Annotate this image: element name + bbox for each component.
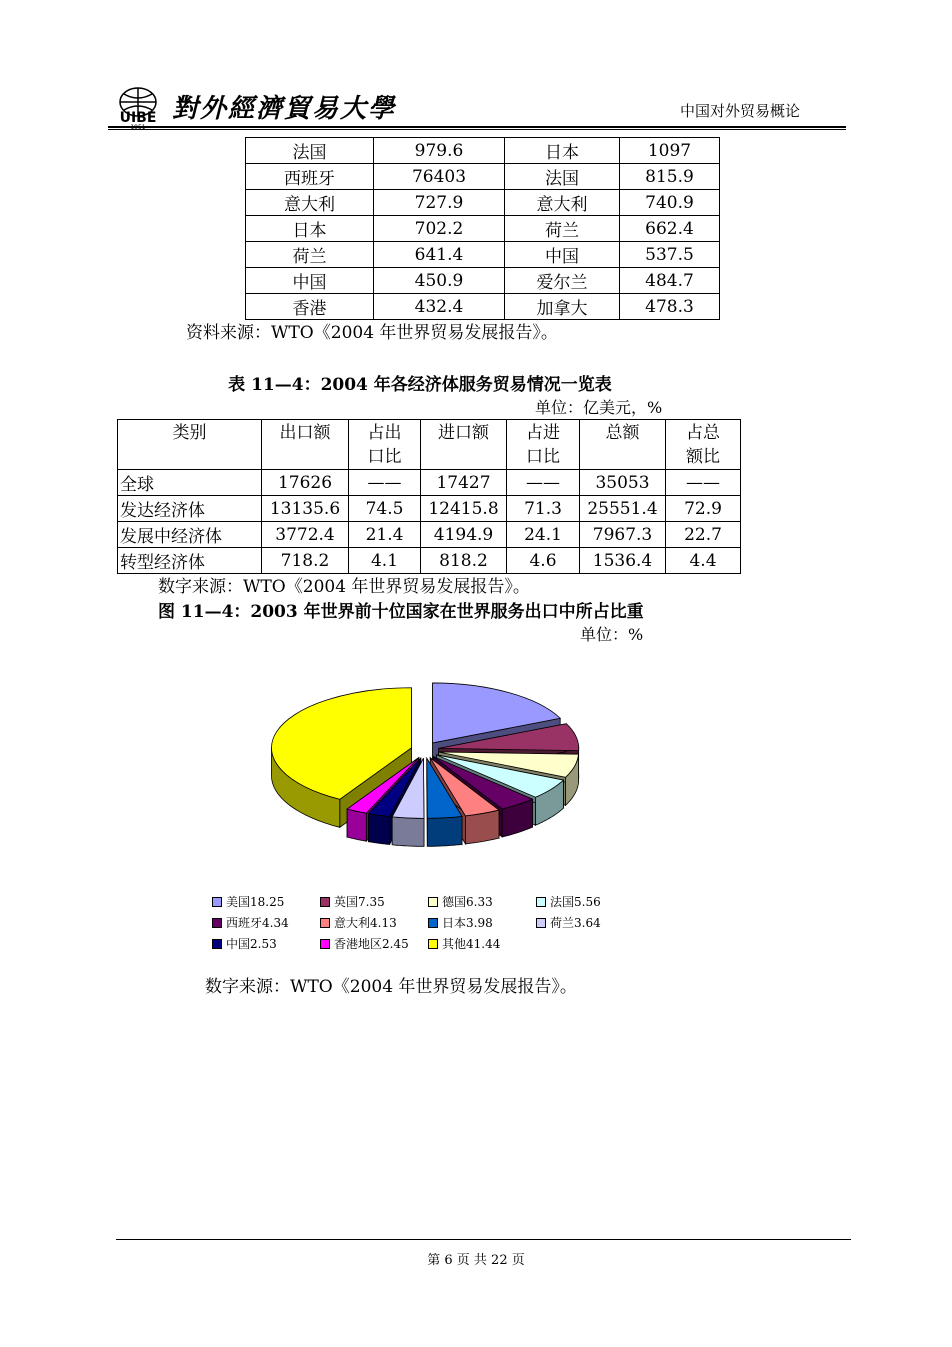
table-cell: 727.9 [374,190,505,216]
table-cell: 法国 [246,138,374,164]
pie-chart [240,660,610,875]
column-header-line: 额比 [686,447,720,467]
table-cell: 72.9 [666,496,741,522]
legend-swatch [428,918,438,928]
legend-swatch [428,939,438,949]
table-cell: 荷兰 [246,242,374,268]
column-header-line: 口比 [367,447,402,467]
legend-label: 德国6.33 [442,895,493,909]
header-rule [108,126,846,128]
row-label: 转型经济体 [118,548,262,574]
legend-item [212,935,277,952]
legend-label: 英国7.35 [334,895,385,909]
table-cell: 3772.4 [262,522,349,548]
pie-slice-side [347,809,366,841]
legend-item [212,914,289,931]
pie-slice-side [368,814,389,845]
table-cell: 25551.4 [580,496,666,522]
column-header [507,420,580,470]
table-cell: 74.5 [349,496,421,522]
legend-label: 荷兰3.64 [550,916,601,930]
table-cell: 71.3 [507,496,580,522]
table-cell: 意大利 [505,190,620,216]
legend-label: 法国5.56 [550,895,601,909]
legend-swatch [428,897,438,907]
logo-text: UIBE [119,110,157,126]
column-header-line: 类别 [172,423,207,443]
table-cell: 979.6 [374,138,505,164]
legend-item [320,914,397,931]
legend-label: 美国18.25 [226,895,285,909]
table-row [246,216,720,242]
legend-swatch [212,939,222,949]
source-note-2: 数字来源：WTO《2004 年世界贸易发展报告》。 [158,577,530,597]
table-row [246,138,720,164]
legend-label: 中国2.53 [226,937,277,951]
table-cell: 818.2 [421,548,507,574]
table-cell: 1097 [620,138,720,164]
table-cell: —— [507,470,580,496]
legend-item [212,893,284,910]
row-label: 全球 [118,470,262,496]
pie-slice-side [392,817,424,847]
course-title: 中国对外贸易概论 [680,102,801,120]
column-header [421,420,507,470]
footer-rule [116,1239,851,1240]
column-header-line: 占出 [367,423,402,443]
table-cell: 478.3 [620,294,720,320]
table-cell: 西班牙 [246,164,374,190]
source-note-3: 数字来源：WTO《2004 年世界贸易发展报告》。 [205,977,577,997]
column-header [580,420,666,470]
legend-swatch [320,897,330,907]
table-cell: 中国 [505,242,620,268]
legend-swatch [320,918,330,928]
legend-label: 香港地区2.45 [334,937,409,951]
table-cell: 22.7 [666,522,741,548]
table-cell: 537.5 [620,242,720,268]
column-header-line: 出口额 [279,423,331,443]
legend-swatch [212,918,222,928]
table-cell: 荷兰 [505,216,620,242]
table-cell: 4194.9 [421,522,507,548]
row-label: 发展中经济体 [118,522,262,548]
legend-item [536,893,601,910]
column-header [666,420,741,470]
table-row [246,268,720,294]
table-cell: 17626 [262,470,349,496]
table-cell: 1536.4 [580,548,666,574]
page-number: 第 6 页 共 22 页 [427,1253,525,1268]
column-header [262,420,349,470]
table-cell: 17427 [421,470,507,496]
table-cell: 意大利 [246,190,374,216]
legend-label: 日本3.98 [442,916,493,930]
table-cell: 450.9 [374,268,505,294]
legend-label: 西班牙4.34 [226,916,289,930]
header-rule-thin [108,129,846,130]
column-header-line: 总额 [605,423,640,443]
row-label: 发达经济体 [118,496,262,522]
table-row [118,470,741,496]
table-cell: 76403 [374,164,505,190]
table-cell: 日本 [505,138,620,164]
table-cell: —— [666,470,741,496]
university-logo [108,82,168,130]
legend-swatch [212,897,222,907]
table-cell: 香港 [246,294,374,320]
table-cell: 日本 [246,216,374,242]
table-cell: 4.6 [507,548,580,574]
table-row [118,522,741,548]
legend-item [320,935,409,952]
legend-swatch [536,918,546,928]
table-row [246,294,720,320]
table-row [118,496,741,522]
table-header-row [118,420,741,470]
table-cell: 4.1 [349,548,421,574]
table-cell: 484.7 [620,268,720,294]
column-header-line: 口比 [526,447,560,467]
table-cell: 702.2 [374,216,505,242]
figure-unit: 单位：% [580,625,644,644]
table-cell: 35053 [580,470,666,496]
legend-swatch [320,939,330,949]
table-cell: 13135.6 [262,496,349,522]
legend-label: 意大利4.13 [334,916,397,930]
source-note-1: 资料来源：WTO《2004 年世界贸易发展报告》。 [186,323,558,343]
legend-item [536,914,601,931]
table-cell: 法国 [505,164,620,190]
table-cell: 12415.8 [421,496,507,522]
column-header [349,420,421,470]
table-cell: 432.4 [374,294,505,320]
column-header-line: 进口额 [438,423,489,443]
legend-item [428,935,500,952]
table-cell: 7967.3 [580,522,666,548]
table-cell: 740.9 [620,190,720,216]
legend-item [320,893,385,910]
table-row [246,190,720,216]
column-header-line: 占总 [686,423,720,443]
figure-title: 图 11—4：2003 年世界前十位国家在世界服务出口中所占比重 [158,602,644,622]
table-cell: 爱尔兰 [505,268,620,294]
pie-slice-side [427,816,462,846]
table-cell: 4.4 [666,548,741,574]
table-title: 表 11—4：2004 年各经济体服务贸易情况一览表 [228,375,612,395]
table-row [246,242,720,268]
services-trade-table [117,419,741,574]
table-cell: —— [349,470,421,496]
table-cell: 662.4 [620,216,720,242]
legend-label: 其他41.44 [442,937,501,951]
legend-item [428,893,493,910]
table-cell: 加拿大 [505,294,620,320]
table-cell: 21.4 [349,522,421,548]
table-cell: 641.4 [374,242,505,268]
table-cell: 815.9 [620,164,720,190]
column-header-line: 占进 [526,423,560,443]
table-cell: 中国 [246,268,374,294]
table-row [118,548,741,574]
table-cell: 718.2 [262,548,349,574]
column-header [118,420,262,470]
legend-swatch [536,897,546,907]
table-cell: 24.1 [507,522,580,548]
school-name: 對外經濟貿易大學 [172,94,397,124]
table-unit: 单位：亿美元，% [535,398,663,417]
table-row [246,164,720,190]
legend-item [428,914,493,931]
ranking-table [245,137,720,320]
